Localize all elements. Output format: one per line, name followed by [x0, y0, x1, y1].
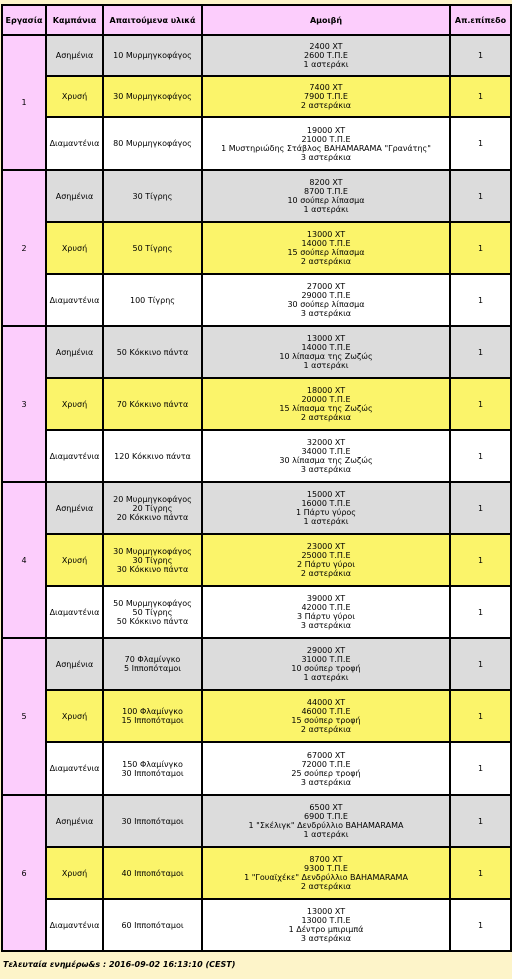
- reward-line: 2 αστεράκια: [300, 569, 352, 578]
- material-line: 15 Ιπποπόταμοι: [121, 716, 184, 725]
- material-line: 50 Τίγρης: [132, 243, 173, 253]
- task-number-cell: 5: [2, 638, 46, 795]
- reward-line: 14000 Τ.Π.Ε: [301, 343, 351, 352]
- reward-cell: [202, 326, 450, 378]
- level-cell: 1: [450, 430, 511, 482]
- table-row: [2, 430, 511, 482]
- material-line: 30 Ιπποπόταμοι: [121, 768, 184, 778]
- reward-cell: [202, 795, 450, 847]
- reward-line: 1 αστεράκι: [303, 60, 349, 69]
- table-row: [2, 586, 511, 638]
- reward-line: 29000 XT: [306, 646, 346, 655]
- reward-line: 23000 XT: [306, 542, 346, 551]
- materials-cell: [103, 534, 202, 586]
- materials-cell: [103, 222, 202, 274]
- task-number-cell: 3: [2, 326, 46, 482]
- reward-line: 39000 XT: [306, 594, 346, 603]
- table-row: [2, 638, 511, 690]
- level-cell: 1: [450, 326, 511, 378]
- reward-cell: [202, 35, 450, 76]
- last-updated-text: Τελευταία ενημέρω&s : 2016-09-02 16:13:10 (CEST): [3, 960, 236, 969]
- campaign-cell: Διαμαντένια: [46, 899, 103, 951]
- reward-line: 1 αστεράκι: [303, 205, 349, 214]
- quest-table-body: [2, 35, 511, 951]
- level-cell: 1: [450, 638, 511, 690]
- reward-line: 15 σούπερ λίπασμα: [287, 248, 365, 257]
- reward-line: 72000 Τ.Π.Ε: [301, 759, 351, 769]
- reward-line: 3 αστεράκια: [300, 465, 352, 474]
- reward-cell: [202, 76, 450, 117]
- table-row: [2, 534, 511, 586]
- materials-cell: [103, 274, 202, 326]
- reward-line: 9300 Τ.Π.Ε: [304, 864, 348, 873]
- reward-line: 25 σούπερ τροφή: [291, 768, 361, 778]
- reward-line: 3 αστεράκια: [300, 152, 352, 162]
- campaign-cell: Χρυσή: [46, 76, 103, 117]
- campaign-cell: Διαμαντένια: [46, 586, 103, 638]
- reward-line: 2 αστεράκια: [300, 413, 352, 422]
- table-row: [2, 222, 511, 274]
- campaign-cell: Ασημένια: [46, 638, 103, 690]
- reward-line: 15 λίπασμα της Ζωζώς: [279, 404, 373, 413]
- materials-cell: [103, 795, 202, 847]
- material-line: 30 Τίγρης: [132, 555, 173, 565]
- header-task: Εργασία: [2, 5, 46, 35]
- material-line: 50 Κόκκινο πάντα: [116, 616, 189, 626]
- campaign-cell: Διαμαντένια: [46, 274, 103, 326]
- table-row: [2, 795, 511, 847]
- campaign-cell: Ασημένια: [46, 795, 103, 847]
- table-row: [2, 326, 511, 378]
- material-line: 50 Μυρμηγκοφάγος: [113, 598, 192, 608]
- reward-cell: [202, 899, 450, 951]
- material-line: 20 Τίγρης: [132, 503, 173, 513]
- reward-line: 3 αστεράκια: [300, 934, 352, 943]
- reward-cell: [202, 274, 450, 326]
- reward-line: 2 Πάρτυ γύροι: [296, 560, 356, 569]
- materials-cell: [103, 378, 202, 430]
- reward-line: 10 σούπερ τροφή: [291, 664, 361, 673]
- reward-line: 8700 XT: [309, 855, 343, 864]
- reward-line: 3 αστεράκια: [300, 309, 352, 318]
- campaign-cell: Χρυσή: [46, 847, 103, 899]
- reward-cell: [202, 586, 450, 638]
- reward-line: 1 αστεράκι: [303, 517, 349, 526]
- campaign-cell: Χρυσή: [46, 378, 103, 430]
- reward-line: 1 "Σκέλιγκ" Δενδρύλλιο BAHAMARAMA: [248, 821, 404, 830]
- level-cell: 1: [450, 899, 511, 951]
- reward-line: 2 αστεράκια: [300, 882, 352, 891]
- level-cell: 1: [450, 117, 511, 170]
- reward-line: 13000 Τ.Π.Ε: [301, 916, 351, 925]
- materials-cell: [103, 690, 202, 742]
- reward-line: 46000 Τ.Π.Ε: [301, 707, 351, 716]
- level-cell: 1: [450, 35, 511, 76]
- campaign-cell: Χρυσή: [46, 534, 103, 586]
- task-number-cell: 6: [2, 795, 46, 951]
- table-row: [2, 847, 511, 899]
- reward-line: 7900 Τ.Π.Ε: [304, 92, 348, 101]
- reward-line: 29000 Τ.Π.Ε: [301, 291, 351, 300]
- reward-line: 1 Δέντρο μπιριμπά: [288, 925, 364, 934]
- table-row: [2, 274, 511, 326]
- reward-line: 67000 XT: [306, 750, 346, 760]
- material-line: 80 Μυρμηγκοφάγος: [113, 139, 192, 148]
- material-line: 70 Φλαμίνγκο: [124, 655, 181, 664]
- materials-cell: [103, 76, 202, 117]
- reward-line: 2 αστεράκια: [300, 725, 352, 734]
- level-cell: 1: [450, 690, 511, 742]
- header-campaign: Καμπάνια: [46, 5, 103, 35]
- materials-cell: [103, 482, 202, 534]
- table-row: [2, 117, 511, 170]
- task-number-cell: 2: [2, 170, 46, 326]
- header-row: [2, 5, 511, 35]
- material-line: 10 Μυρμηγκοφάγος: [113, 51, 192, 60]
- reward-line: 10 λίπασμα της Ζωζώς: [279, 352, 373, 361]
- table-row: [2, 378, 511, 430]
- reward-cell: [202, 690, 450, 742]
- reward-line: 16000 Τ.Π.Ε: [301, 499, 351, 508]
- reward-line: 42000 Τ.Π.Ε: [301, 603, 351, 612]
- material-line: 5 Ιπποπόταμοι: [123, 664, 181, 673]
- level-cell: 1: [450, 534, 511, 586]
- reward-line: 32000 XT: [306, 438, 346, 447]
- campaign-cell: Ασημένια: [46, 326, 103, 378]
- campaign-cell: Χρυσή: [46, 222, 103, 274]
- reward-cell: [202, 847, 450, 899]
- reward-cell: [202, 638, 450, 690]
- campaign-cell: Διαμαντένια: [46, 742, 103, 795]
- reward-line: 3 αστεράκια: [300, 777, 352, 787]
- campaign-cell: Ασημένια: [46, 170, 103, 222]
- material-line: 30 Ιπποπόταμοι: [121, 816, 184, 826]
- reward-cell: [202, 534, 450, 586]
- reward-line: 30 λίπασμα της Ζωζώς: [279, 456, 373, 465]
- material-line: 30 Μυρμηγκοφάγος: [113, 92, 192, 101]
- reward-line: 3 Πάρτυ γύροι: [296, 612, 356, 621]
- level-cell: 1: [450, 274, 511, 326]
- reward-line: 2600 Τ.Π.Ε: [304, 51, 348, 60]
- task-number-cell: 4: [2, 482, 46, 638]
- reward-line: 30 σούπερ λίπασμα: [287, 300, 365, 309]
- reward-line: 8700 Τ.Π.Ε: [304, 187, 348, 196]
- level-cell: 1: [450, 847, 511, 899]
- reward-line: 15 σούπερ τροφή: [291, 716, 361, 725]
- task-number-cell: 1: [2, 35, 46, 170]
- materials-cell: [103, 899, 202, 951]
- reward-line: 1 "Γουαϊχέκε" Δενδρύλλιο BAHAMARAMA: [244, 873, 408, 882]
- header-reward: Αμοιβή: [202, 5, 450, 35]
- material-line: 120 Κόκκινο πάντα: [114, 451, 191, 461]
- reward-cell: [202, 222, 450, 274]
- reward-cell: [202, 482, 450, 534]
- table-row: [2, 35, 511, 76]
- table-row: [2, 170, 511, 222]
- material-line: 30 Τίγρης: [132, 191, 173, 201]
- material-line: 100 Φλαμίνγκο: [122, 707, 183, 716]
- quest-table: [1, 4, 512, 952]
- reward-line: 2400 XT: [309, 42, 343, 51]
- material-line: 30 Μυρμηγκοφάγος: [113, 546, 192, 556]
- level-cell: 1: [450, 482, 511, 534]
- reward-line: 1 αστεράκι: [303, 673, 349, 682]
- level-cell: 1: [450, 586, 511, 638]
- material-line: 150 Φλαμίνγκο: [122, 759, 183, 769]
- reward-cell: [202, 430, 450, 482]
- reward-line: 25000 Τ.Π.Ε: [301, 551, 351, 560]
- table-row: [2, 899, 511, 951]
- reward-cell: [202, 170, 450, 222]
- header-materials: Απαιτούμενα υλικά: [103, 5, 202, 35]
- reward-line: 2 αστεράκια: [300, 257, 352, 266]
- reward-line: 10 σούπερ λίπασμα: [287, 196, 365, 205]
- reward-line: 31000 Τ.Π.Ε: [301, 655, 351, 664]
- campaign-cell: Χρυσή: [46, 690, 103, 742]
- campaign-cell: Διαμαντένια: [46, 430, 103, 482]
- reward-line: 1 αστεράκι: [303, 830, 349, 839]
- reward-line: 1 αστεράκι: [303, 361, 349, 370]
- reward-line: 13000 XT: [306, 230, 346, 239]
- materials-cell: [103, 170, 202, 222]
- material-line: 30 Κόκκινο πάντα: [116, 564, 189, 574]
- reward-line: 44000 XT: [306, 698, 346, 707]
- campaign-cell: Ασημένια: [46, 482, 103, 534]
- campaign-cell: Διαμαντένια: [46, 117, 103, 170]
- materials-cell: [103, 35, 202, 76]
- reward-line: 20000 Τ.Π.Ε: [301, 395, 351, 404]
- table-row: [2, 76, 511, 117]
- reward-line: 3 αστεράκια: [300, 621, 352, 630]
- materials-cell: [103, 742, 202, 795]
- material-line: 100 Τίγρης: [130, 295, 175, 305]
- material-line: 20 Κόκκινο πάντα: [116, 512, 189, 522]
- reward-line: 15000 XT: [306, 490, 346, 499]
- material-line: 70 Κόκκινο πάντα: [116, 399, 189, 409]
- level-cell: 1: [450, 742, 511, 795]
- reward-line: 13000 XT: [306, 334, 346, 343]
- reward-line: 18000 XT: [306, 386, 346, 395]
- reward-line: 7400 XT: [309, 83, 343, 92]
- material-line: 40 Ιπποπόταμοι: [121, 868, 184, 878]
- reward-line: 27000 XT: [306, 282, 346, 291]
- material-line: 20 Μυρμηγκοφάγος: [113, 494, 192, 504]
- reward-line: 1 Πάρτυ γύρος: [295, 508, 357, 517]
- table-row: [2, 482, 511, 534]
- reward-line: 6500 XT: [309, 803, 343, 812]
- reward-line: 1 Μυστηριώδης Στάβλος BAHAMARAMA "Γρανάτης": [221, 143, 431, 153]
- materials-cell: [103, 638, 202, 690]
- table-row: [2, 742, 511, 795]
- level-cell: 1: [450, 378, 511, 430]
- material-line: 50 Κόκκινο πάντα: [116, 347, 189, 357]
- reward-line: 34000 Τ.Π.Ε: [301, 447, 351, 456]
- level-cell: 1: [450, 222, 511, 274]
- level-cell: 1: [450, 76, 511, 117]
- reward-line: 19000 XT: [306, 125, 346, 135]
- materials-cell: [103, 117, 202, 170]
- campaign-cell: Ασημένια: [46, 35, 103, 76]
- reward-line: 14000 Τ.Π.Ε: [301, 239, 351, 248]
- reward-line: 21000 Τ.Π.Ε: [301, 134, 351, 144]
- materials-cell: [103, 586, 202, 638]
- reward-line: 2 αστεράκια: [300, 101, 352, 110]
- level-cell: 1: [450, 170, 511, 222]
- materials-cell: [103, 326, 202, 378]
- reward-line: 8200 XT: [309, 178, 343, 187]
- materials-cell: [103, 847, 202, 899]
- header-level: Απ.επίπεδο: [450, 5, 511, 35]
- reward-line: 13000 XT: [306, 907, 346, 916]
- reward-cell: [202, 378, 450, 430]
- material-line: 50 Τίγρης: [132, 607, 173, 617]
- reward-cell: [202, 742, 450, 795]
- materials-cell: [103, 430, 202, 482]
- reward-line: 6900 Τ.Π.Ε: [304, 812, 348, 821]
- level-cell: 1: [450, 795, 511, 847]
- reward-cell: [202, 117, 450, 170]
- table-row: [2, 690, 511, 742]
- material-line: 60 Ιπποπόταμοι: [121, 920, 184, 930]
